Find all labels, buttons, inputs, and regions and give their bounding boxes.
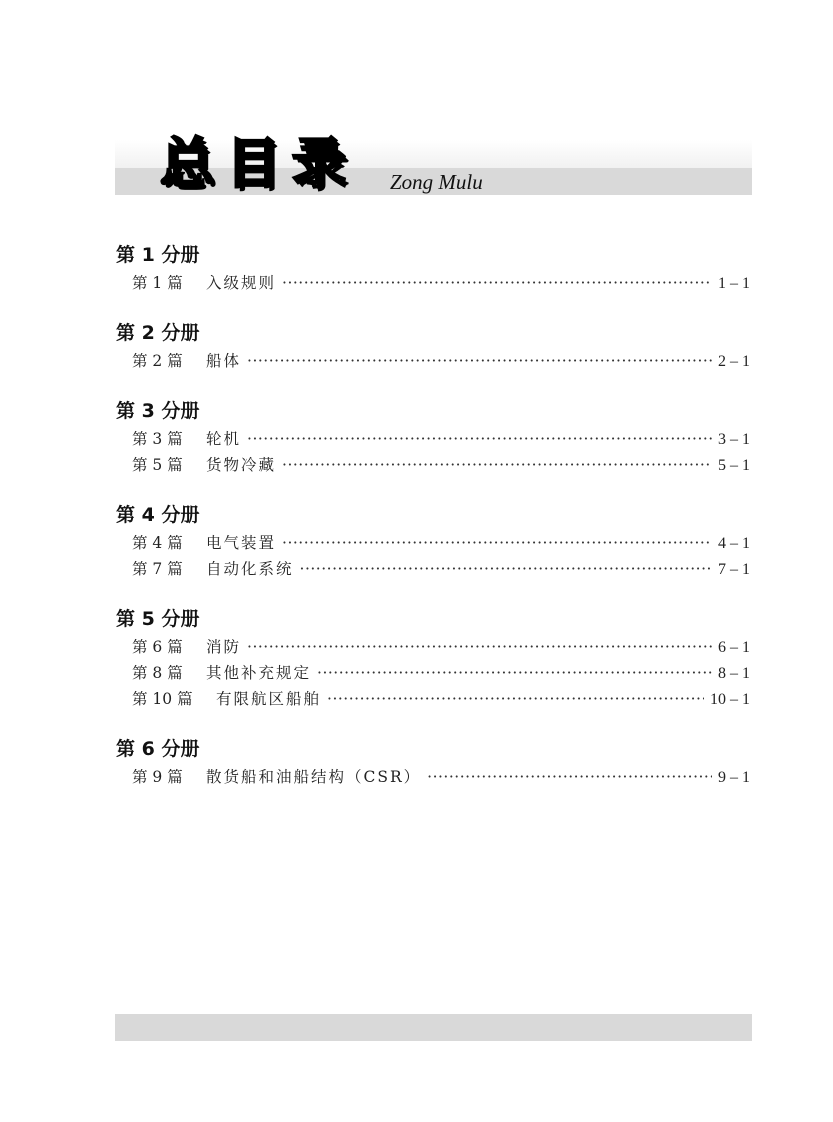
volume-4 bbox=[116, 500, 750, 582]
entry-part-number: 第 3 篇 bbox=[132, 430, 183, 448]
volume-title: 第 6 分册 bbox=[116, 738, 200, 760]
entry-part-number: 第 9 篇 bbox=[132, 768, 183, 786]
page-title: 总目录 bbox=[160, 132, 358, 195]
entry-page-number: 8 – 1 bbox=[718, 665, 750, 682]
entry-part-number: 第 2 篇 bbox=[132, 352, 183, 370]
dot-leader bbox=[317, 660, 712, 686]
volume-title: 第 5 分册 bbox=[116, 608, 200, 630]
entry-title: 轮机 bbox=[206, 430, 242, 448]
dot-leader bbox=[427, 764, 712, 790]
entry-title: 消防 bbox=[206, 638, 242, 656]
entry-page-number: 4 – 1 bbox=[718, 535, 750, 552]
entry-part-number: 第 10 篇 bbox=[132, 690, 193, 708]
entry-part-number: 第 8 篇 bbox=[132, 664, 183, 682]
toc-entry[interactable] bbox=[116, 764, 750, 790]
toc-entry[interactable] bbox=[116, 556, 750, 582]
entry-page-number: 3 – 1 bbox=[718, 431, 750, 448]
page-title-romanized: Zong Mulu bbox=[390, 170, 483, 194]
entry-page-number: 10 – 1 bbox=[710, 691, 750, 708]
entry-title: 船体 bbox=[206, 352, 242, 370]
dot-leader bbox=[300, 556, 712, 582]
toc-entry[interactable] bbox=[116, 634, 750, 660]
volume-1 bbox=[116, 240, 750, 296]
volume-3 bbox=[116, 396, 750, 478]
toc-entry[interactable] bbox=[116, 348, 750, 374]
entry-title: 电气装置 bbox=[206, 534, 277, 552]
volume-title: 第 3 分册 bbox=[116, 400, 200, 422]
table-of-contents bbox=[116, 240, 750, 812]
entry-title: 其他补充规定 bbox=[206, 664, 312, 682]
toc-entry[interactable] bbox=[116, 426, 750, 452]
entry-title: 散货船和油船结构（CSR） bbox=[206, 768, 422, 786]
entry-page-number: 9 – 1 bbox=[718, 769, 750, 786]
entry-page-number: 5 – 1 bbox=[718, 457, 750, 474]
entry-part-number: 第 1 篇 bbox=[132, 274, 183, 292]
entry-title: 有限航区船舶 bbox=[216, 690, 322, 708]
volume-6 bbox=[116, 734, 750, 790]
dot-leader bbox=[282, 452, 712, 478]
entry-title: 自动化系统 bbox=[206, 560, 294, 578]
dot-leader bbox=[327, 686, 704, 712]
entry-page-number: 6 – 1 bbox=[718, 639, 750, 656]
toc-entry[interactable] bbox=[116, 270, 750, 296]
dot-leader bbox=[247, 426, 712, 452]
entry-part-number: 第 5 篇 bbox=[132, 456, 183, 474]
toc-entry[interactable] bbox=[116, 530, 750, 556]
volume-5 bbox=[116, 604, 750, 712]
toc-entry[interactable] bbox=[116, 452, 750, 478]
toc-entry[interactable] bbox=[116, 660, 750, 686]
dot-leader bbox=[247, 634, 712, 660]
volume-title: 第 2 分册 bbox=[116, 322, 200, 344]
entry-title: 货物冷藏 bbox=[206, 456, 277, 474]
entry-part-number: 第 6 篇 bbox=[132, 638, 183, 656]
dot-leader bbox=[282, 530, 712, 556]
volume-title: 第 1 分册 bbox=[116, 244, 200, 266]
entry-page-number: 1 – 1 bbox=[718, 275, 750, 292]
volume-2 bbox=[116, 318, 750, 374]
volume-title: 第 4 分册 bbox=[116, 504, 200, 526]
footer-band bbox=[115, 1014, 752, 1041]
toc-entry[interactable] bbox=[116, 686, 750, 712]
entry-page-number: 2 – 1 bbox=[718, 353, 750, 370]
entry-title: 入级规则 bbox=[206, 274, 277, 292]
entry-part-number: 第 7 篇 bbox=[132, 560, 183, 578]
dot-leader bbox=[282, 270, 712, 296]
dot-leader bbox=[247, 348, 712, 374]
entry-part-number: 第 4 篇 bbox=[132, 534, 183, 552]
entry-page-number: 7 – 1 bbox=[718, 561, 750, 578]
